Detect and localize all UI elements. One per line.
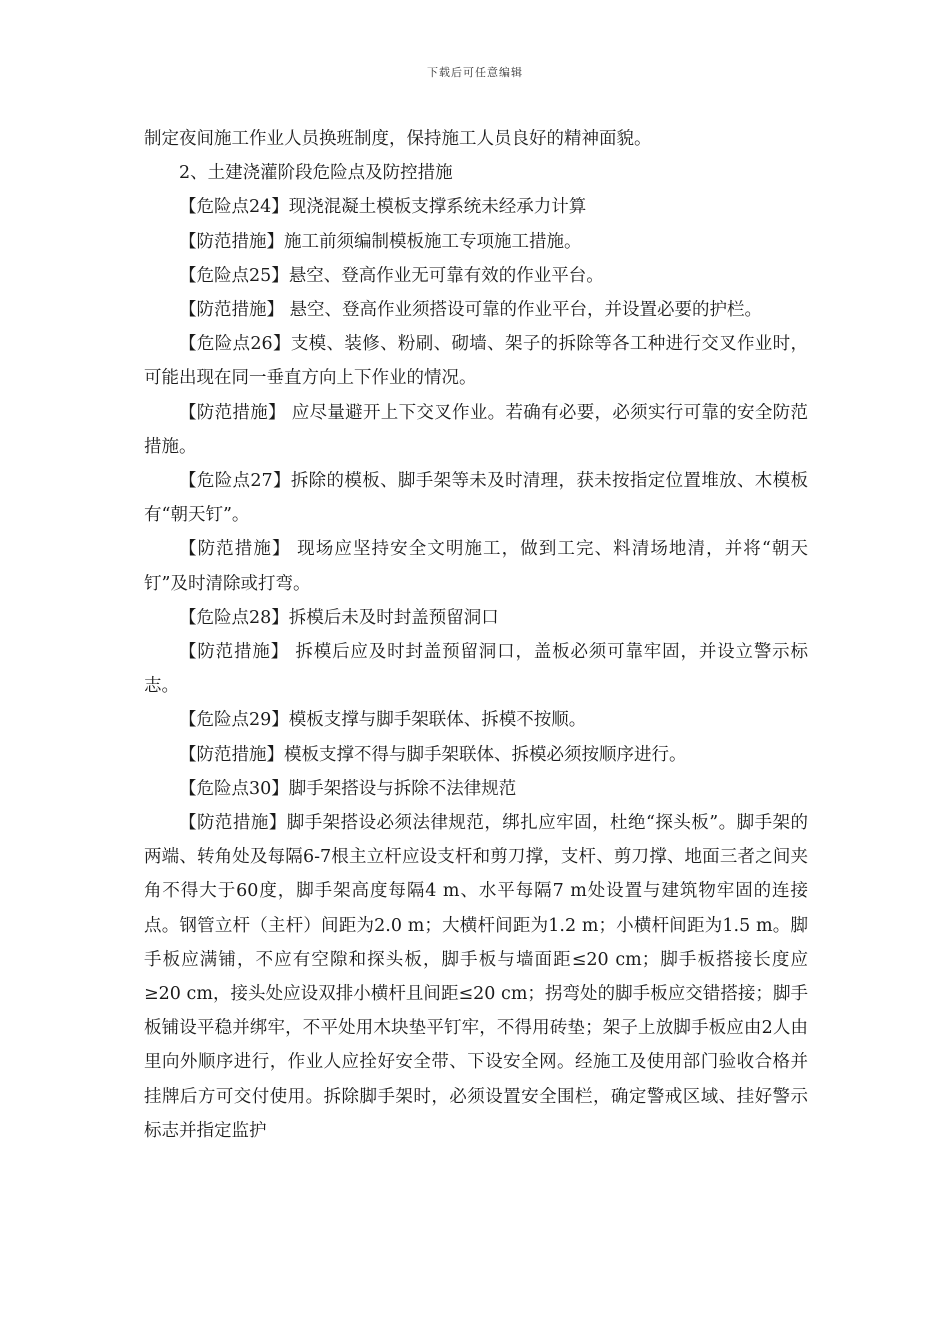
paragraph-danger-point: 【危险点28】拆模后未及时封盖预留洞口: [179, 607, 499, 628]
paragraph-danger-point: 【危险点25】悬空、登高作业无可靠有效的作业平台。: [179, 265, 604, 286]
paragraph-prevention-measure: 【防范措施】 悬空、登高作业须搭设可靠的作业平台，并设置必要的护栏。: [179, 300, 763, 321]
paragraph-prevention-measure: 【防范措施】 拆模后应及时封盖预留洞口，盖板必须可靠牢固，并设立警示标志。: [144, 642, 808, 697]
document-body: [144, 122, 808, 1148]
paragraph-danger-point: 【危险点30】脚手架搭设与拆除不法律规范: [179, 778, 517, 799]
paragraph-danger-point: 【危险点29】模板支撑与脚手架联体、拆模不按顺。: [179, 710, 587, 731]
paragraph-prevention-measure: 【防范措施】模板支撑不得与脚手架联体、拆模必须按顺序进行。: [179, 744, 687, 765]
section-heading: 2、土建浇灌阶段危险点及防控措施: [179, 163, 453, 184]
page-header: 下载后可任意编辑: [427, 66, 523, 79]
paragraph-prevention-measure: 【防范措施】脚手架搭设必须法律规范，绑扎应牢固，杜绝“探头板”。脚手架的两端、转角处及每隔6-7根主立杆应设支杆和剪刀撑，支杆、剪刀撑、地面三者之间夹角不得大于60度，脚手架高度每隔4 m、水平每隔7 m处设置与建筑物牢固的连接点。钢管立杆（主杆）间距为2.0 m；大横杆间距为1.2 m；小横杆间距为1.5 m。脚手板应满铺，不应有空隙和探头板，脚手板与墙面距≤20 cm；脚手板搭接长度应≥20 cm，接头处应设双排小横杆且间距≤20 cm；拐弯处的脚手板应交错搭接；脚手板铺设平稳并绑牢，不平处用木块垫平钉牢，不得用砖垫；架子上放脚手板应由2人由里向外顺序进行，作业人应拴好安全带、下设安全网。经施工及使用部门验收合格并挂牌后方可交付使用。拆除脚手架时，必须设置安全围栏，确定警戒区域、挂好警示标志并指定监护: [144, 813, 808, 1141]
paragraph: 制定夜间施工作业人员换班制度，保持施工人员良好的精神面貌。: [144, 129, 652, 149]
paragraph-danger-point: 【危险点27】拆除的模板、脚手架等未及时清理，获未按指定位置堆放、木模板有“朝天钉”。: [144, 471, 808, 526]
paragraph-prevention-measure: 【防范措施】施工前须编制模板施工专项施工措施。: [179, 231, 582, 252]
paragraph-prevention-measure: 【防范措施】 应尽量避开上下交叉作业。若确有必要，必须实行可靠的安全防范措施。: [144, 402, 808, 457]
paragraph-prevention-measure: 【防范措施】 现场应坚持安全文明施工，做到工完、料清场地清，并将“朝天钉”及时清除或打弯。: [144, 539, 808, 594]
paragraph-danger-point: 【危险点24】现浇混凝土模板支撑系统未经承力计算: [179, 197, 587, 218]
paragraph-danger-point: 【危险点26】支模、装修、粉刷、砌墙、架子的拆除等各工种进行交叉作业时，可能出现在同一垂直方向上下作业的情况。: [144, 334, 808, 389]
